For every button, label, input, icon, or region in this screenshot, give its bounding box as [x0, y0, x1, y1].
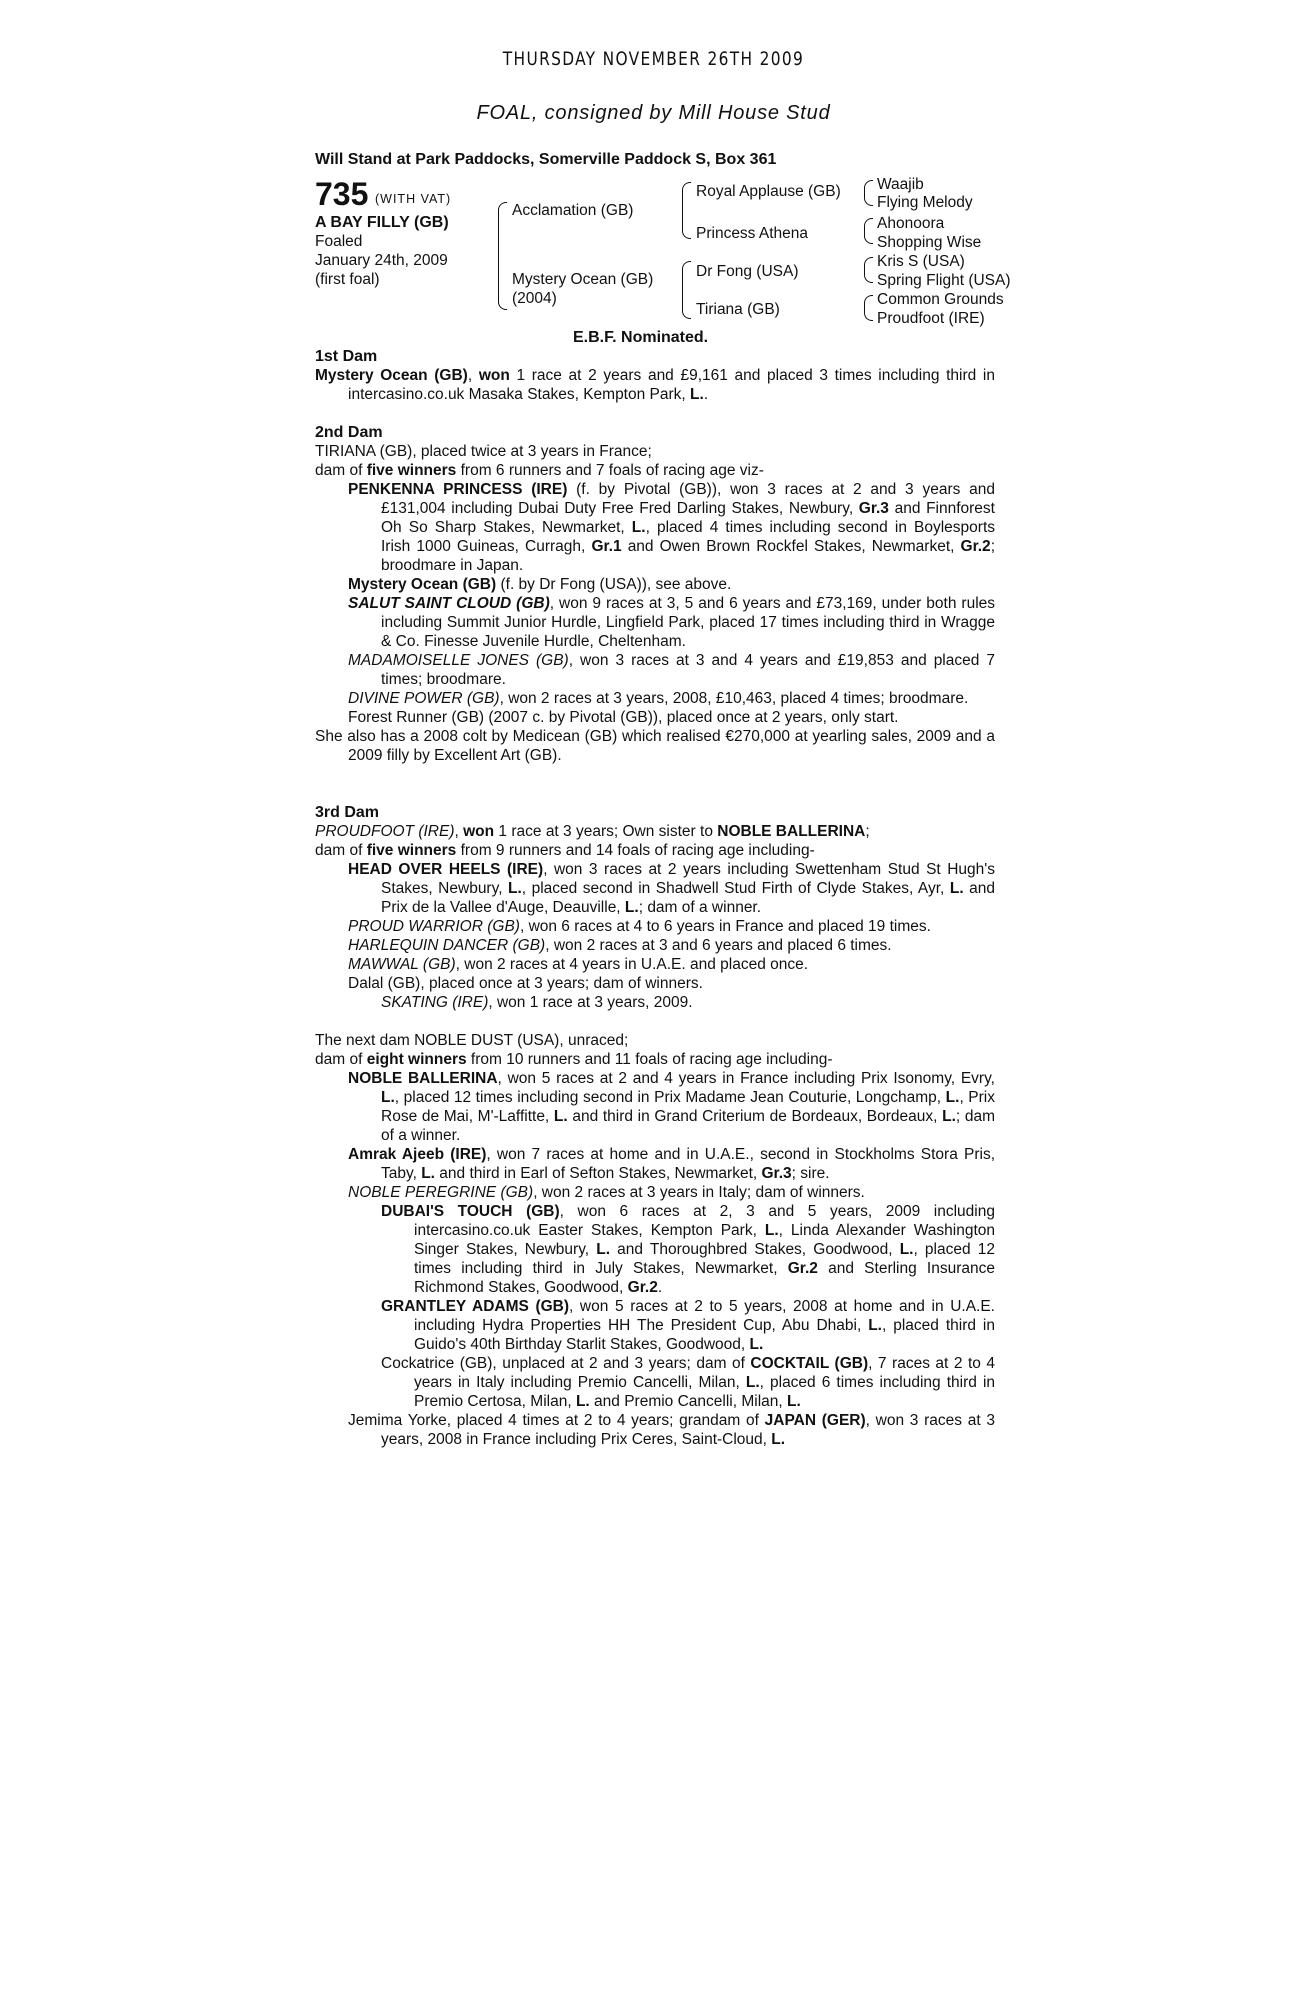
pedigree-dam-dam: Tiriana (GB): [696, 301, 780, 318]
produce-penkenna-princess: PENKENNA PRINCESS (IRE) (f. by Pivotal (GB)), won 3 races at 2 and 3 years and £131,004 including Dubai Duty Free Fred Darling Stakes, Newbury, Gr.3 and Finnforest Oh So Sharp Stakes, Newmarket, L., placed 4 times including second in Boylesports Irish 1000 Guineas, Curragh, Gr.1 and Owen Brown Rockfel Stakes, Newmarket, Gr.2; broodmare in Japan.: [348, 481, 995, 574]
pedigree-dam: Mystery Ocean (GB): [512, 271, 654, 288]
brace-g3a: [864, 180, 873, 206]
first-dam-won: won: [478, 367, 510, 384]
ebf-nominated: E.B.F. Nominated.: [573, 329, 709, 346]
lot-number: 735: [315, 176, 369, 212]
third-dam-line1: PROUDFOOT (IRE), won 1 race at 3 years; Own sister to NOBLE BALLERINA;: [315, 823, 870, 840]
first-dam-grade: L.: [690, 386, 704, 403]
produce-head-over-heels: HEAD OVER HEELS (IRE), won 3 races at 2 years including Swettenham Stud St Hugh's Stakes, Newbury, L., placed second in Shadwell Stud Firth of Clyde Stakes, Ayr, L. and Prix de la Vallee d'Auge, Deauville, L.; dam of a winner.: [348, 861, 996, 916]
produce-harlequin-dancer: HARLEQUIN DANCER (GB), won 2 races at 3 and 6 years and placed 6 times.: [348, 937, 892, 954]
pedigree-g3-6: Spring Flight (USA): [877, 272, 1011, 289]
second-dam-section: [315, 423, 995, 765]
produce-amrak-ajeeb: Amrak Ajeeb (IRE), won 7 races at home and in U.A.E., second in Stockholms Stora Pris, Taby, L. and third in Earl of Sefton Stakes, Newmarket, Gr.3; sire.: [348, 1146, 996, 1182]
produce-proud-warrior: PROUD WARRIOR (GB), won 6 races at 4 to 6 years in France and placed 19 times.: [348, 918, 931, 935]
third-dam-section: [315, 803, 995, 1012]
produce-jemima-yorke: Jemima Yorke, placed 4 times at 2 to 4 years; grandam of JAPAN (GER), won 3 races at 3 years, 2008 in France including Prix Ceres, Saint-Cloud, L.: [348, 1412, 996, 1448]
second-dam-title: 2nd Dam: [315, 424, 383, 441]
brace-g3d: [864, 295, 873, 321]
sale-date: THURSDAY NOVEMBER 26TH 2009: [502, 48, 805, 70]
third-dam-title: 3rd Dam: [315, 804, 380, 821]
produce-noble-ballerina: NOBLE BALLERINA, won 5 races at 2 and 4 years in France including Prix Isonomy, Evry, L., placed 12 times including second in Prix Madame Jean Couturie, Longchamp, L., Prix Rose de Mai, M'-Laffitte, L. and third in Grand Criterium de Bordeaux, Bordeaux, L.; dam of a winner.: [348, 1070, 995, 1144]
first-dam-title: 1st Dam: [315, 348, 378, 365]
produce-salut-saint-cloud: SALUT SAINT CLOUD (GB), won 9 races at 3, 5 and 6 years and £73,169, under both rules including Summit Junior Hurdle, Lingfield Park, placed 17 times including third in Wragge & Co. Finesse Juvenile Hurdle, Cheltenham.: [348, 595, 996, 650]
pedigree-g3-7: Common Grounds: [877, 291, 1004, 308]
produce-noble-peregrine: NOBLE PEREGRINE (GB), won 2 races at 3 years in Italy; dam of winners.: [348, 1184, 865, 1201]
produce-forest-runner: Forest Runner (GB) (2007 c. by Pivotal (GB)), placed once at 2 years, only start.: [348, 709, 899, 726]
pedigree-sire-dam: Princess Athena: [696, 225, 809, 242]
second-dam-winners: five winners: [366, 462, 457, 479]
first-dam-record: 1 race at 2 years and £9,161 and placed 3 times including third in intercasino.co.uk Masaka Stakes, Kempton Park,: [348, 367, 995, 403]
first-dam-text: Mystery Ocean (GB), won 1 race at 2 years and £9,161 and placed 3 times including third in intercasino.co.uk Masaka Stakes, Kempton Park, L..: [315, 367, 995, 403]
produce-mawwal: MAWWAL (GB), won 2 races at 4 years in U.A.E. and placed once.: [348, 956, 809, 973]
pedigree-sire: Acclamation (GB): [512, 202, 634, 219]
next-dam-line2-a: dam of: [315, 1051, 367, 1068]
next-dam-line2: [315, 1050, 995, 1069]
brace-g3c: [864, 257, 873, 283]
pedigree-g3-1: Waajib: [877, 176, 924, 193]
second-dam-line2-c: from 6 runners and 7 foals of racing age viz-: [456, 462, 764, 479]
second-dam-line2: [315, 461, 995, 480]
pedigree-dam-sire: Dr Fong (USA): [696, 263, 799, 280]
third-dam-line2: dam of five winners from 9 runners and 14 foals of racing age including-: [315, 842, 815, 859]
lot-vat: (WITH VAT): [375, 192, 452, 206]
first-dam-end: .: [703, 386, 709, 403]
brace-gen1: [498, 202, 507, 310]
brace-dam: [682, 261, 691, 319]
consignor-line: FOAL, consigned by Mill House Stud: [476, 102, 831, 124]
pedigree-g3-4: Shopping Wise: [877, 234, 982, 251]
produce-cockatrice: Cockatrice (GB), unplaced at 2 and 3 years; dam of COCKTAIL (GB), 7 races at 2 to 4 years in Italy including Premio Cancelli, Milan, L., placed 6 times including third in Premio Certosa, Milan, L. and Premio Cancelli, Milan, L.: [381, 1355, 996, 1410]
stand-location: Will Stand at Park Paddocks, Somerville Paddock S, Box 361: [315, 151, 777, 168]
lot-name: A BAY FILLY (GB): [315, 214, 449, 231]
produce-dalal: Dalal (GB), placed once at 3 years; dam of winners.: [348, 975, 703, 992]
next-dam-winners: eight winners: [366, 1051, 467, 1068]
pedigree-dam-year: (2004): [512, 290, 557, 307]
produce-skating: SKATING (IRE), won 1 race at 3 years, 2009.: [381, 994, 693, 1011]
brace-g3b: [864, 218, 873, 244]
produce-madamoiselle-jones: MADAMOISELLE JONES (GB), won 3 races at 3 and 4 years and £19,853 and placed 7 times; broodmare.: [348, 652, 995, 688]
produce-grantley-adams: GRANTLEY ADAMS (GB), won 5 races at 2 to 5 years, 2008 at home and in U.A.E. including Hydra Properties HH The President Cup, Abu Dhabi, L., placed third in Guido's 40th Birthday Starlit Stakes, Goodwood, L.: [381, 1298, 995, 1353]
second-dam-note: She also has a 2008 colt by Medicean (GB) which realised €270,000 at yearling sales, 2009 and a 2009 filly by Excellent Art (GB).: [315, 728, 995, 764]
produce-dubais-touch: DUBAI'S TOUCH (GB), won 6 races at 2, 3 and 5 years, 2009 including intercasino.co.uk Easter Stakes, Kempton Park, L., Linda Alexander Washington Singer Stakes, Newbury, L. and Thoroughbred Stakes, Goodwood, L., placed 12 times including third in July Stakes, Newmarket, Gr.2 and Sterling Insurance Richmond Stakes, Goodwood, Gr.2.: [381, 1203, 995, 1296]
pedigree-sire-sire: Royal Applause (GB): [696, 183, 841, 200]
brace-sire: [682, 182, 691, 239]
second-dam-line1: TIRIANA (GB), placed twice at 3 years in France;: [315, 443, 652, 460]
produce-mystery-ocean: Mystery Ocean (GB) (f. by Dr Fong (USA)), see above.: [348, 576, 732, 593]
second-dam-line2-a: dam of: [315, 462, 367, 479]
pedigree-g3-3: Ahonoora: [877, 215, 945, 232]
first-dam-section: [315, 347, 995, 404]
next-dam-section: [315, 1031, 995, 1449]
next-dam-line2-c: from 10 runners and 11 foals of racing age including-: [466, 1051, 833, 1068]
first-dam-name: Mystery Ocean (GB): [315, 367, 468, 384]
next-dam-line1: The next dam NOBLE DUST (USA), unraced;: [315, 1032, 629, 1049]
pedigree-g3-2: Flying Melody: [877, 194, 973, 211]
lot-description: [315, 213, 449, 289]
pedigree-g3-8: Proudfoot (IRE): [877, 310, 985, 327]
foal-note: (first foal): [315, 271, 380, 288]
pedigree-g3-5: Kris S (USA): [877, 253, 965, 270]
foaled-label: Foaled: [315, 233, 363, 250]
produce-divine-power: DIVINE POWER (GB), won 2 races at 3 years, 2008, £10,463, placed 4 times; broodmare.: [348, 690, 969, 707]
foaled-date: January 24th, 2009: [315, 252, 448, 269]
